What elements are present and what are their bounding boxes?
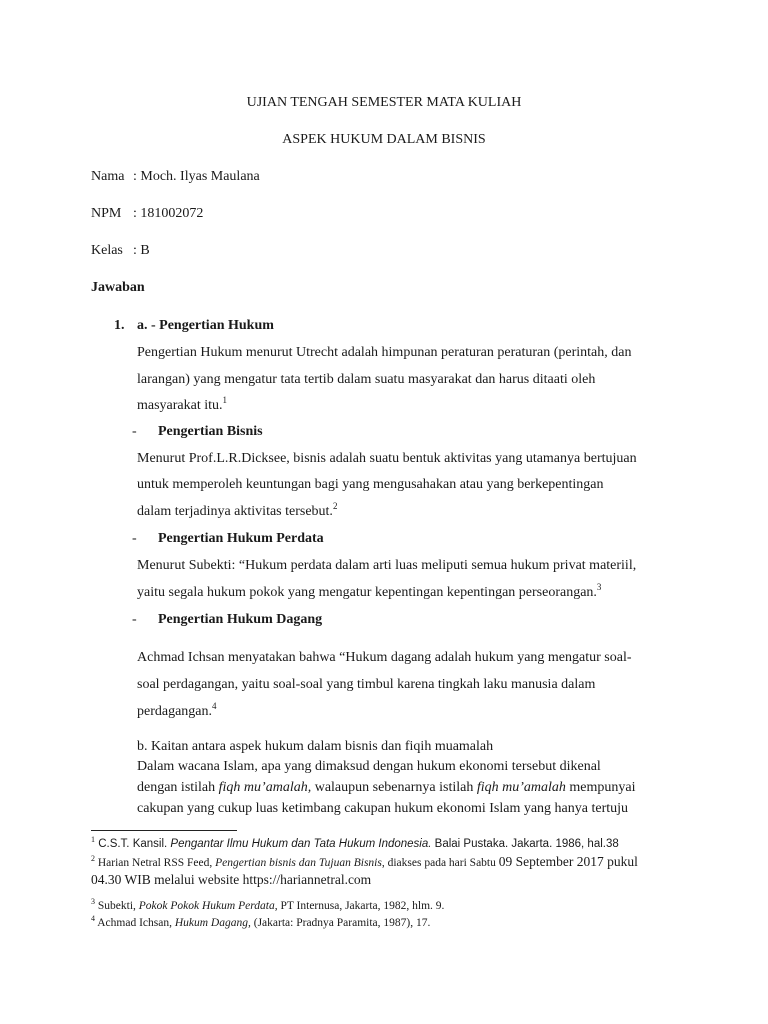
footnote-title: Pokok Pokok Hukum Perdata xyxy=(138,900,275,912)
section-heading-hukum: a. - Pengertian Hukum xyxy=(137,318,274,333)
paragraph-line xyxy=(137,779,636,797)
footnote-ref: 2 xyxy=(332,501,338,511)
footnote-ref: 4 xyxy=(212,701,217,711)
footnote-text: Balai Pustaka. Jakarta. 1986, hal.38 xyxy=(431,838,619,850)
section-heading-bisnis: Pengertian Bisnis xyxy=(158,424,263,439)
paragraph-line xyxy=(137,584,601,602)
footnote-ref: 3 xyxy=(596,582,602,592)
paragraph-line xyxy=(137,397,227,415)
paragraph-text: mempunyai xyxy=(565,780,636,795)
npm-label: NPM xyxy=(91,206,122,221)
name-value: : Moch. Ilyas Maulana xyxy=(133,169,260,184)
footnote-text: Harian Netral RSS Feed, xyxy=(95,857,216,869)
footnote-text: , diakses pada hari Sabtu xyxy=(381,857,499,869)
paragraph-text: perdagangan. xyxy=(137,704,213,719)
list-dash: - xyxy=(132,612,137,627)
footnote-number: 3 xyxy=(91,897,95,906)
paragraph-line xyxy=(137,503,337,521)
npm-value: : 181002072 xyxy=(133,206,204,221)
footnote-text: 09 September 2017 pukul xyxy=(498,854,638,869)
paragraph-text: dengan istilah xyxy=(137,780,219,795)
list-dash: - xyxy=(132,424,137,439)
paragraph-line: Menurut Subekti: “Hukum perdata dalam arti luas meliputi semua hukum privat materiil, xyxy=(137,558,637,573)
footnote-3 xyxy=(91,899,444,914)
paragraph-text: dalam terjadinya aktivitas tersebut. xyxy=(137,504,333,519)
paragraph-line: Pengertian Hukum menurut Utrecht adalah himpunan peraturan peraturan (perintah, dan xyxy=(137,345,632,360)
section-heading-dagang: Pengertian Hukum Dagang xyxy=(158,612,323,627)
footnote-text: Achmad Ichsan, xyxy=(95,917,175,929)
paragraph-line: Dalam wacana Islam, apa yang dimaksud dengan hukum ekonomi tersebut dikenal xyxy=(137,759,601,774)
paragraph-line: soal perdagangan, yaitu soal-soal yang timbul karena tingkah laku manusia dalam xyxy=(137,677,596,692)
term-fiqh-muamalah: fiqh mu’amalah xyxy=(476,780,566,795)
paragraph-line xyxy=(137,703,217,721)
footnote-1 xyxy=(91,837,619,852)
paragraph-line: Achmad Ichsan menyatakan bahwa “Hukum dagang adalah hukum yang mengatur soal- xyxy=(137,650,632,665)
footnote-separator xyxy=(91,830,237,831)
footnote-text: , PT Internusa, Jakarta, 1982, hlm. 9. xyxy=(274,900,445,912)
paragraph-line: cakupan yang cukup luas ketimbang cakupan hukum ekonomi Islam yang hanya tertuju xyxy=(137,801,629,816)
class-label: Kelas xyxy=(91,243,123,258)
document-title: UJIAN TENGAH SEMESTER MATA KULIAH xyxy=(246,95,522,110)
footnote-2-cont: 04.30 WIB melalui website https://hariannetral.com xyxy=(91,872,372,887)
class-value: : B xyxy=(133,243,150,258)
paragraph-line: untuk memperoleh keuntungan bagi yang mengusahakan atau yang berkepentingan xyxy=(137,477,604,492)
footnote-4 xyxy=(91,916,430,931)
footnote-text: C.S.T. Kansil. xyxy=(95,838,171,850)
term-fiqh-muamalah: fiqh mu’amalah, xyxy=(218,780,312,795)
paragraph-text: masyarakat itu. xyxy=(137,398,223,413)
footnote-number: 2 xyxy=(91,854,95,863)
section-heading-b: b. Kaitan antara aspek hukum dalam bisnis dan fiqih muamalah xyxy=(137,739,494,754)
paragraph-line: larangan) yang mengatur tata tertib dalam suatu masyarakat dan harus ditaati oleh xyxy=(137,372,596,387)
answers-heading: Jawaban xyxy=(91,280,145,295)
footnote-number: 4 xyxy=(91,914,95,923)
footnote-title: Pengertian bisnis dan Tujuan Bisnis xyxy=(215,857,382,869)
footnote-text: Subekti, xyxy=(95,900,139,912)
footnote-number: 1 xyxy=(91,835,95,844)
paragraph-text: yaitu segala hukum pokok yang mengatur kepentingan kepentingan perseorangan. xyxy=(137,585,597,600)
name-label: Nama xyxy=(91,169,125,184)
paragraph-text: walaupun sebenarnya istilah xyxy=(311,780,477,795)
document-subtitle: ASPEK HUKUM DALAM BISNIS xyxy=(282,132,486,147)
paragraph-line: Menurut Prof.L.R.Dicksee, bisnis adalah suatu bentuk aktivitas yang utamanya bertujuan xyxy=(137,451,637,466)
footnote-title: Hukum Dagang, xyxy=(174,917,251,929)
question-number: 1. xyxy=(114,318,125,333)
footnote-2 xyxy=(91,854,638,871)
footnote-title: Pengantar Ilmu Hukum dan Tata Hukum Indonesia. xyxy=(170,838,432,850)
list-dash: - xyxy=(132,531,137,546)
section-heading-perdata: Pengertian Hukum Perdata xyxy=(158,531,324,546)
footnote-ref: 1 xyxy=(222,395,228,405)
footnote-text: (Jakarta: Pradnya Paramita, 1987), 17. xyxy=(250,917,431,929)
